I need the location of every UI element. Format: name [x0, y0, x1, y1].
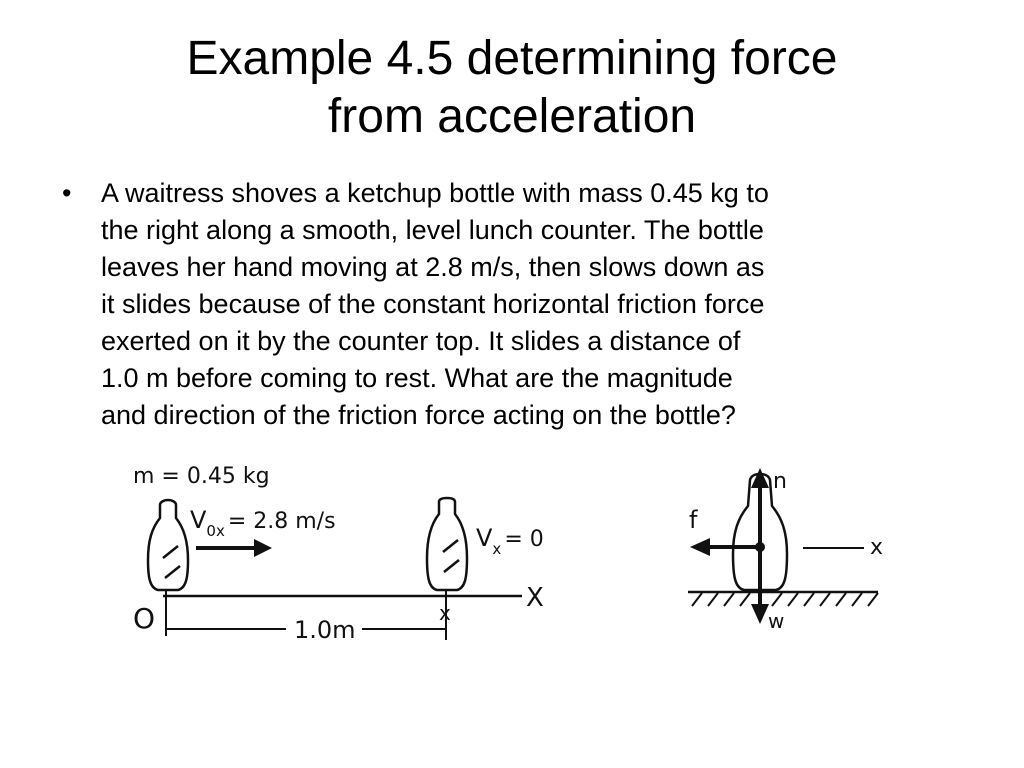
fbd-center-dot — [755, 542, 765, 552]
bullet-line-5: exerted on it by the counter top. It slides a distance of — [101, 326, 741, 356]
v0-label: $V_{0x} = 2.8$ m/s — [190, 506, 336, 540]
friction-label: f — [689, 506, 698, 534]
origin-label: O — [133, 602, 156, 635]
bullet-line-3: leaves her hand moving at 2.8 m/s, then slows down as — [101, 252, 765, 282]
problem-bullet — [62, 175, 982, 434]
bottle-initial — [148, 500, 188, 590]
friction-arrow — [690, 538, 760, 556]
bullet-line-7: and direction of the friction force acting on the bottle? — [101, 400, 736, 430]
bottle-final — [427, 498, 467, 590]
bullet-line-2: the right along a smooth, level lunch counter. The bottle — [101, 215, 764, 245]
weight-arrow — [751, 547, 769, 624]
distance-label: 1.0m — [294, 616, 356, 644]
normal-force-arrow — [751, 468, 769, 547]
position-label: x — [439, 601, 451, 625]
bullet-line-6: 1.0 m before coming to rest. What are the magnitude — [101, 363, 733, 393]
title-line-1: Example 4.5 determining force — [186, 32, 838, 85]
bullet-list — [62, 175, 982, 434]
fbd-x-label: x — [870, 535, 884, 560]
x-axis-label: X — [526, 583, 544, 613]
title-line-2: from acceleration — [327, 90, 697, 143]
bullet-marker: • — [62, 178, 72, 208]
bullet-line-4: it slides because of the constant horizontal friction force — [101, 289, 765, 319]
fbd-ground-hatch — [692, 593, 878, 606]
vx-label: $V_x = 0$ — [476, 524, 544, 558]
weight-label: w — [768, 609, 785, 633]
mass-label: m = 0.45 kg — [133, 464, 270, 489]
initial-velocity-arrow — [196, 539, 272, 557]
slide-title — [0, 30, 1024, 146]
bullet-line-1: A waitress shoves a ketchup bottle with mass 0.45 kg to — [101, 178, 769, 208]
normal-force-label: n — [773, 469, 787, 494]
figure-svg — [0, 450, 1024, 768]
bottle-figure — [0, 450, 1024, 768]
